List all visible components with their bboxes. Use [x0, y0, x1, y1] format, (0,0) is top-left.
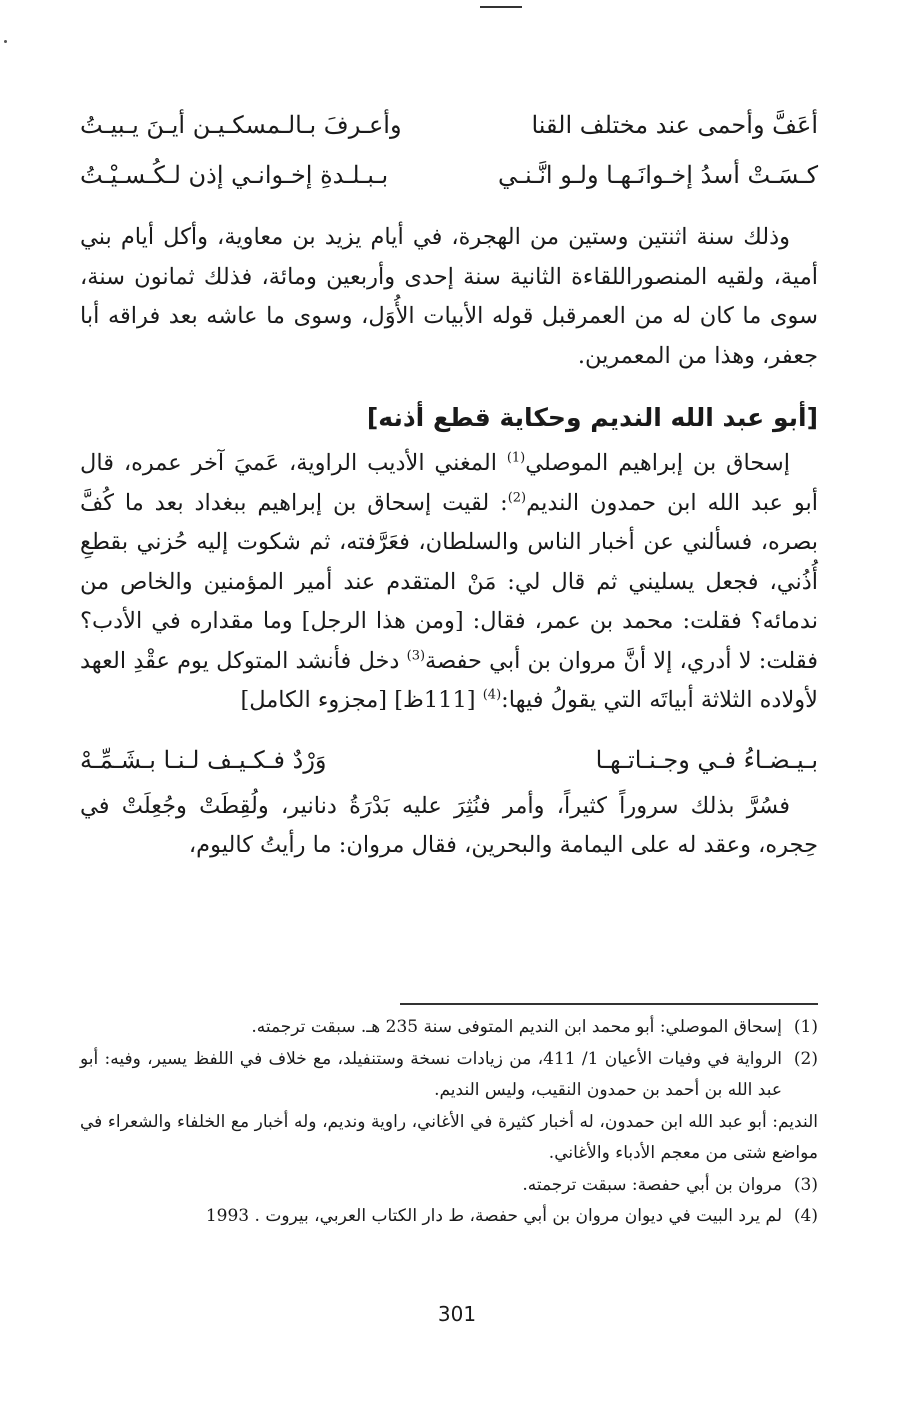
footnote-number: (1)	[793, 1017, 818, 1037]
footnote-3	[80, 1170, 818, 1202]
margin-dot	[4, 40, 7, 43]
footnote-ref-4[interactable]: (4)	[482, 687, 502, 703]
section-heading: [أبو عبد الله النديم وحكاية قطع أذنه]	[366, 403, 818, 432]
footnote-number: (3)	[793, 1174, 818, 1195]
footnote-text: النديم: أبو عبد الله ابن حمدون، له أخبار كثيرة في الأغاني، راوية ونديم، وله أخبار مع الخلفاء والشعراء في مواضع شتى من معجم الأدباء والأغاني.	[80, 1111, 818, 1163]
footnote-ref-2[interactable]: (2)	[507, 490, 527, 505]
poem-verse-3	[80, 735, 818, 785]
text-run: دخل فأنشد المتوكل يوم عقْدِ العهد لأولاده الثلاثة أبياتَه التي يقولُ فيها:	[80, 647, 818, 713]
footnote-2	[80, 1044, 818, 1107]
page-body	[80, 100, 818, 866]
text-run: المغني الأديب الراوية، عَميَ آخر عمره، قال أبو عبد الله ابن حمدون النديم	[80, 450, 818, 516]
footnote-number: (4)	[793, 1206, 818, 1226]
footnote-4	[80, 1201, 818, 1233]
footnote-ref-1[interactable]: (1)	[506, 450, 526, 466]
top-rule-mark	[480, 6, 522, 8]
verse-hemistich-right: أعَفَّ وأحمى عند مختلف القنا	[531, 111, 818, 139]
footnote-2-continued	[80, 1107, 818, 1170]
verse-hemistich-left: بـبـلـدةِ إخـوانـي إذن لـكُـسـيْـتُ	[80, 161, 389, 189]
text-run: : لقيت إسحاق بن إبراهيم ببغداد بعد ما كُفَّ بصره، فسألني عن أخبار الناس والسلطان، فعَرَّفته، ثم شكوت إليه حُزني بقطعِ أُذُني، فجعل يسليني ثم قال لي: مَنْ المتقدم عند أمير المؤمنين والخاص من ندمائه؟ فقلت: محمد بن عمر، فقال: [ومن هذا الرجل] وما مقداره في الأدب؟ فقلت: لا أدري، إلا أنَّ مروان بن أبي حفصة	[80, 489, 818, 674]
verse-hemistich-right: كـسَـتْ أسدُ إخـوانَـهـا ولـو انَّـنـي	[497, 161, 818, 189]
footnote-text: مروان بن أبي حفصة: سبقت ترجمته.	[522, 1174, 782, 1195]
paragraph-marwan-reward: فسُرَّ بذلك سروراً كثيراً، وأمر فنُثِرَ عليه بَدْرَةُ دنانير، ولُقِطَتْ وجُعِلَتْ في حِجره، وعقد له على اليمامة والبحرين، فقال مروان: ما رأيتُ كاليوم،	[80, 792, 818, 858]
poem-verse-1	[80, 100, 818, 150]
footnote-separator	[400, 1003, 818, 1005]
paragraph-ishaq-story	[80, 444, 818, 721]
text-run: [111ظ] [مجزوء الكامل]	[240, 687, 483, 713]
verse-hemistich-right: بـيـضـاءُ فـي وجـنـاتـهـا	[595, 745, 818, 774]
footnote-number: (2)	[793, 1048, 818, 1069]
verse-hemistich-left: وأعـرفَ بـالـمسكـيـن أيـنَ يـبيـتُ	[80, 111, 402, 139]
poem-verse-2	[80, 150, 818, 200]
text-run: إسحاق بن إبراهيم الموصلي	[525, 450, 790, 476]
footnote-text: الرواية في وفيات الأعيان 1/ 411، من زيادات نسخة وستنفيلد، مع خلاف في اللفظ يسير، وفيه: أبو عبد الله بن أحمد بن حمدون النقيب، وليس النديم.	[80, 1048, 782, 1100]
paragraph-mu-ammarin: وذلك سنة اثنتين وستين من الهجرة، في أيام يزيد بن معاوية، وأكل أيام بني أمية، ولقيه المنصوراللقاءة الثانية سنة إحدى وأربعين ومائة، فذلك ثمانون سنة، سوى ما كان له من العمرقبل قوله الأبيات الأُوَل، وسوى ما عاشه بعد فراقه أبا جعفر، وهذا من المعمرين.	[80, 224, 818, 369]
footnote-text: لم يرد البيت في ديوان مروان بن أبي حفصة، ط دار الكتاب العربي، بيروت . 1993	[205, 1206, 782, 1226]
verse-hemistich-left: وَرْدٌ فـكـيـف لـنـا بـشَـمِّـهْ	[80, 745, 327, 774]
page-number: 301	[437, 1302, 477, 1326]
footnotes	[80, 1012, 818, 1233]
footnote-1	[80, 1012, 818, 1044]
footnote-text: إسحاق الموصلي: أبو محمد ابن النديم المتوفى سنة 235 هـ. سبقت ترجمته.	[251, 1017, 782, 1037]
footnote-ref-3[interactable]: (3)	[406, 648, 426, 663]
